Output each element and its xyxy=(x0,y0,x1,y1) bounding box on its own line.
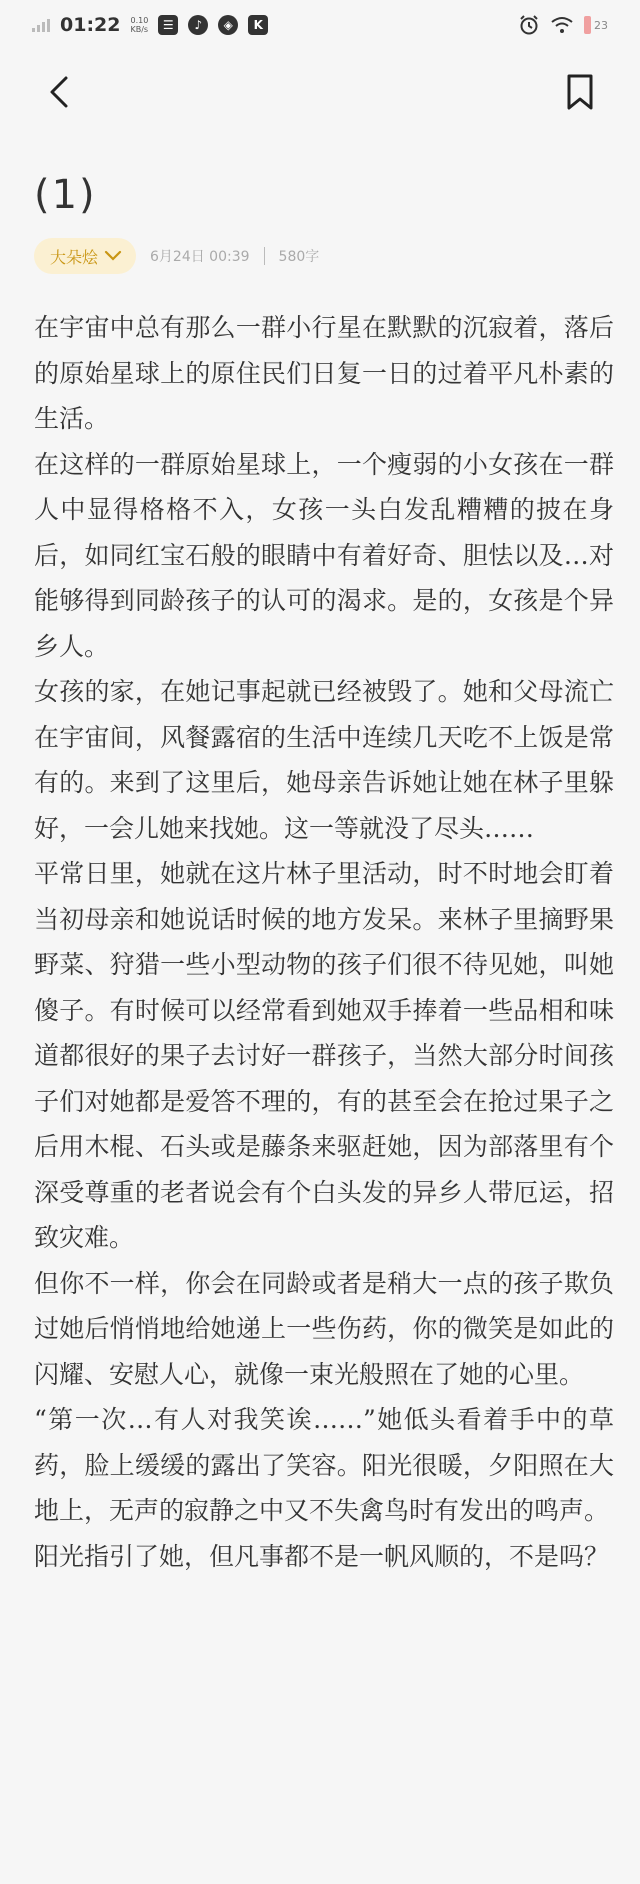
network-speed-value: 0.10 xyxy=(130,16,149,25)
author-button[interactable] xyxy=(34,238,136,274)
chevron-down-icon xyxy=(104,250,122,262)
message-icon: ☰ xyxy=(158,15,178,35)
chat-icon: ♪ xyxy=(188,15,208,35)
back-arrow-icon xyxy=(40,72,80,112)
paragraph: 在宇宙中总有那么一群小行星在默默的沉寂着，落后的原始星球上的原住民们日复一日的过着平凡朴素的生活。 xyxy=(34,313,614,433)
k-app-icon: K xyxy=(248,15,268,35)
wifi-icon xyxy=(550,15,574,35)
status-right xyxy=(518,14,608,36)
author-name: 大朵烩 xyxy=(50,247,99,267)
paragraph: 平常日里，她就在这片林子里活动，时不时地会盯着当初母亲和她说话时候的地方发呆。来林子里摘野果野菜、狩猎一些小型动物的孩子们很不待见她，叫她傻子。有时候可以经常看到她双手捧着一些品相和味道都很好的果子去讨好一群孩子，当然大部分时间孩子们对她都是爱答不理的，有的甚至会在抢过果子之后用木棍、石头或是藤条来驱赶她，因为部落里有个深受尊重的老者说会有个白头发的异乡人带厄运，招致灾难。 xyxy=(34,859,614,1252)
status-time: 01:22 xyxy=(60,14,121,36)
article-meta xyxy=(34,238,319,274)
status-bar xyxy=(0,0,640,50)
battery-level: 23 xyxy=(594,18,608,32)
paragraph: 但你不一样，你会在同龄或者是稍大一点的孩子欺负过她后悄悄地给她递上一些伤药，你的微笑是如此的闪耀、安慰人心，就像一束光般照在了她的心里。 xyxy=(34,1268,614,1389)
signal-icon xyxy=(32,18,50,32)
battery-indicator xyxy=(584,16,608,34)
bookmark-icon xyxy=(560,72,600,112)
publish-date: 6月24日 00:39 xyxy=(150,249,250,265)
battery-icon xyxy=(584,16,591,34)
network-speed xyxy=(130,16,148,34)
paragraph: 阳光指引了她，但凡事都不是一帆风顺的，不是吗？ xyxy=(34,1541,610,1571)
paragraph: “第一次…有人对我笑诶……”她低头看着手中的草药，脸上缓缓的露出了笑容。阳光很暖，夕阳照在大地上，无声的寂静之中又不失禽鸟时有发出的鸣声。 xyxy=(34,1405,614,1525)
back-button[interactable] xyxy=(40,72,80,112)
paragraph: 女孩的家，在她记事起就已经被毁了。她和父母流亡在宇宙间，风餐露宿的生活中连续几天吃不上饭是常有的。来到了这里后，她母亲告诉她让她在林子里躲好，一会儿她来找她。这一等就没了尽头…… xyxy=(34,677,614,843)
paragraph: 在这样的一群原始星球上，一个瘦弱的小女孩在一群人中显得格格不入，女孩一头白发乱糟糟的披在身后，如同红宝石般的眼睛中有着好奇、胆怯以及…对能够得到同龄孩子的认可的渴求。是的，女孩是个异乡人。 xyxy=(34,449,614,661)
article-body xyxy=(34,305,614,1579)
compass-icon: ◈ xyxy=(218,15,238,35)
alarm-icon xyxy=(518,14,540,36)
bookmark-button[interactable] xyxy=(560,72,600,112)
status-left xyxy=(32,14,268,36)
meta-divider xyxy=(264,247,265,265)
top-navigation xyxy=(0,58,640,128)
article-title: (1) xyxy=(34,172,97,218)
network-speed-unit: KB/s xyxy=(130,25,149,34)
word-count: 580字 xyxy=(278,249,320,265)
